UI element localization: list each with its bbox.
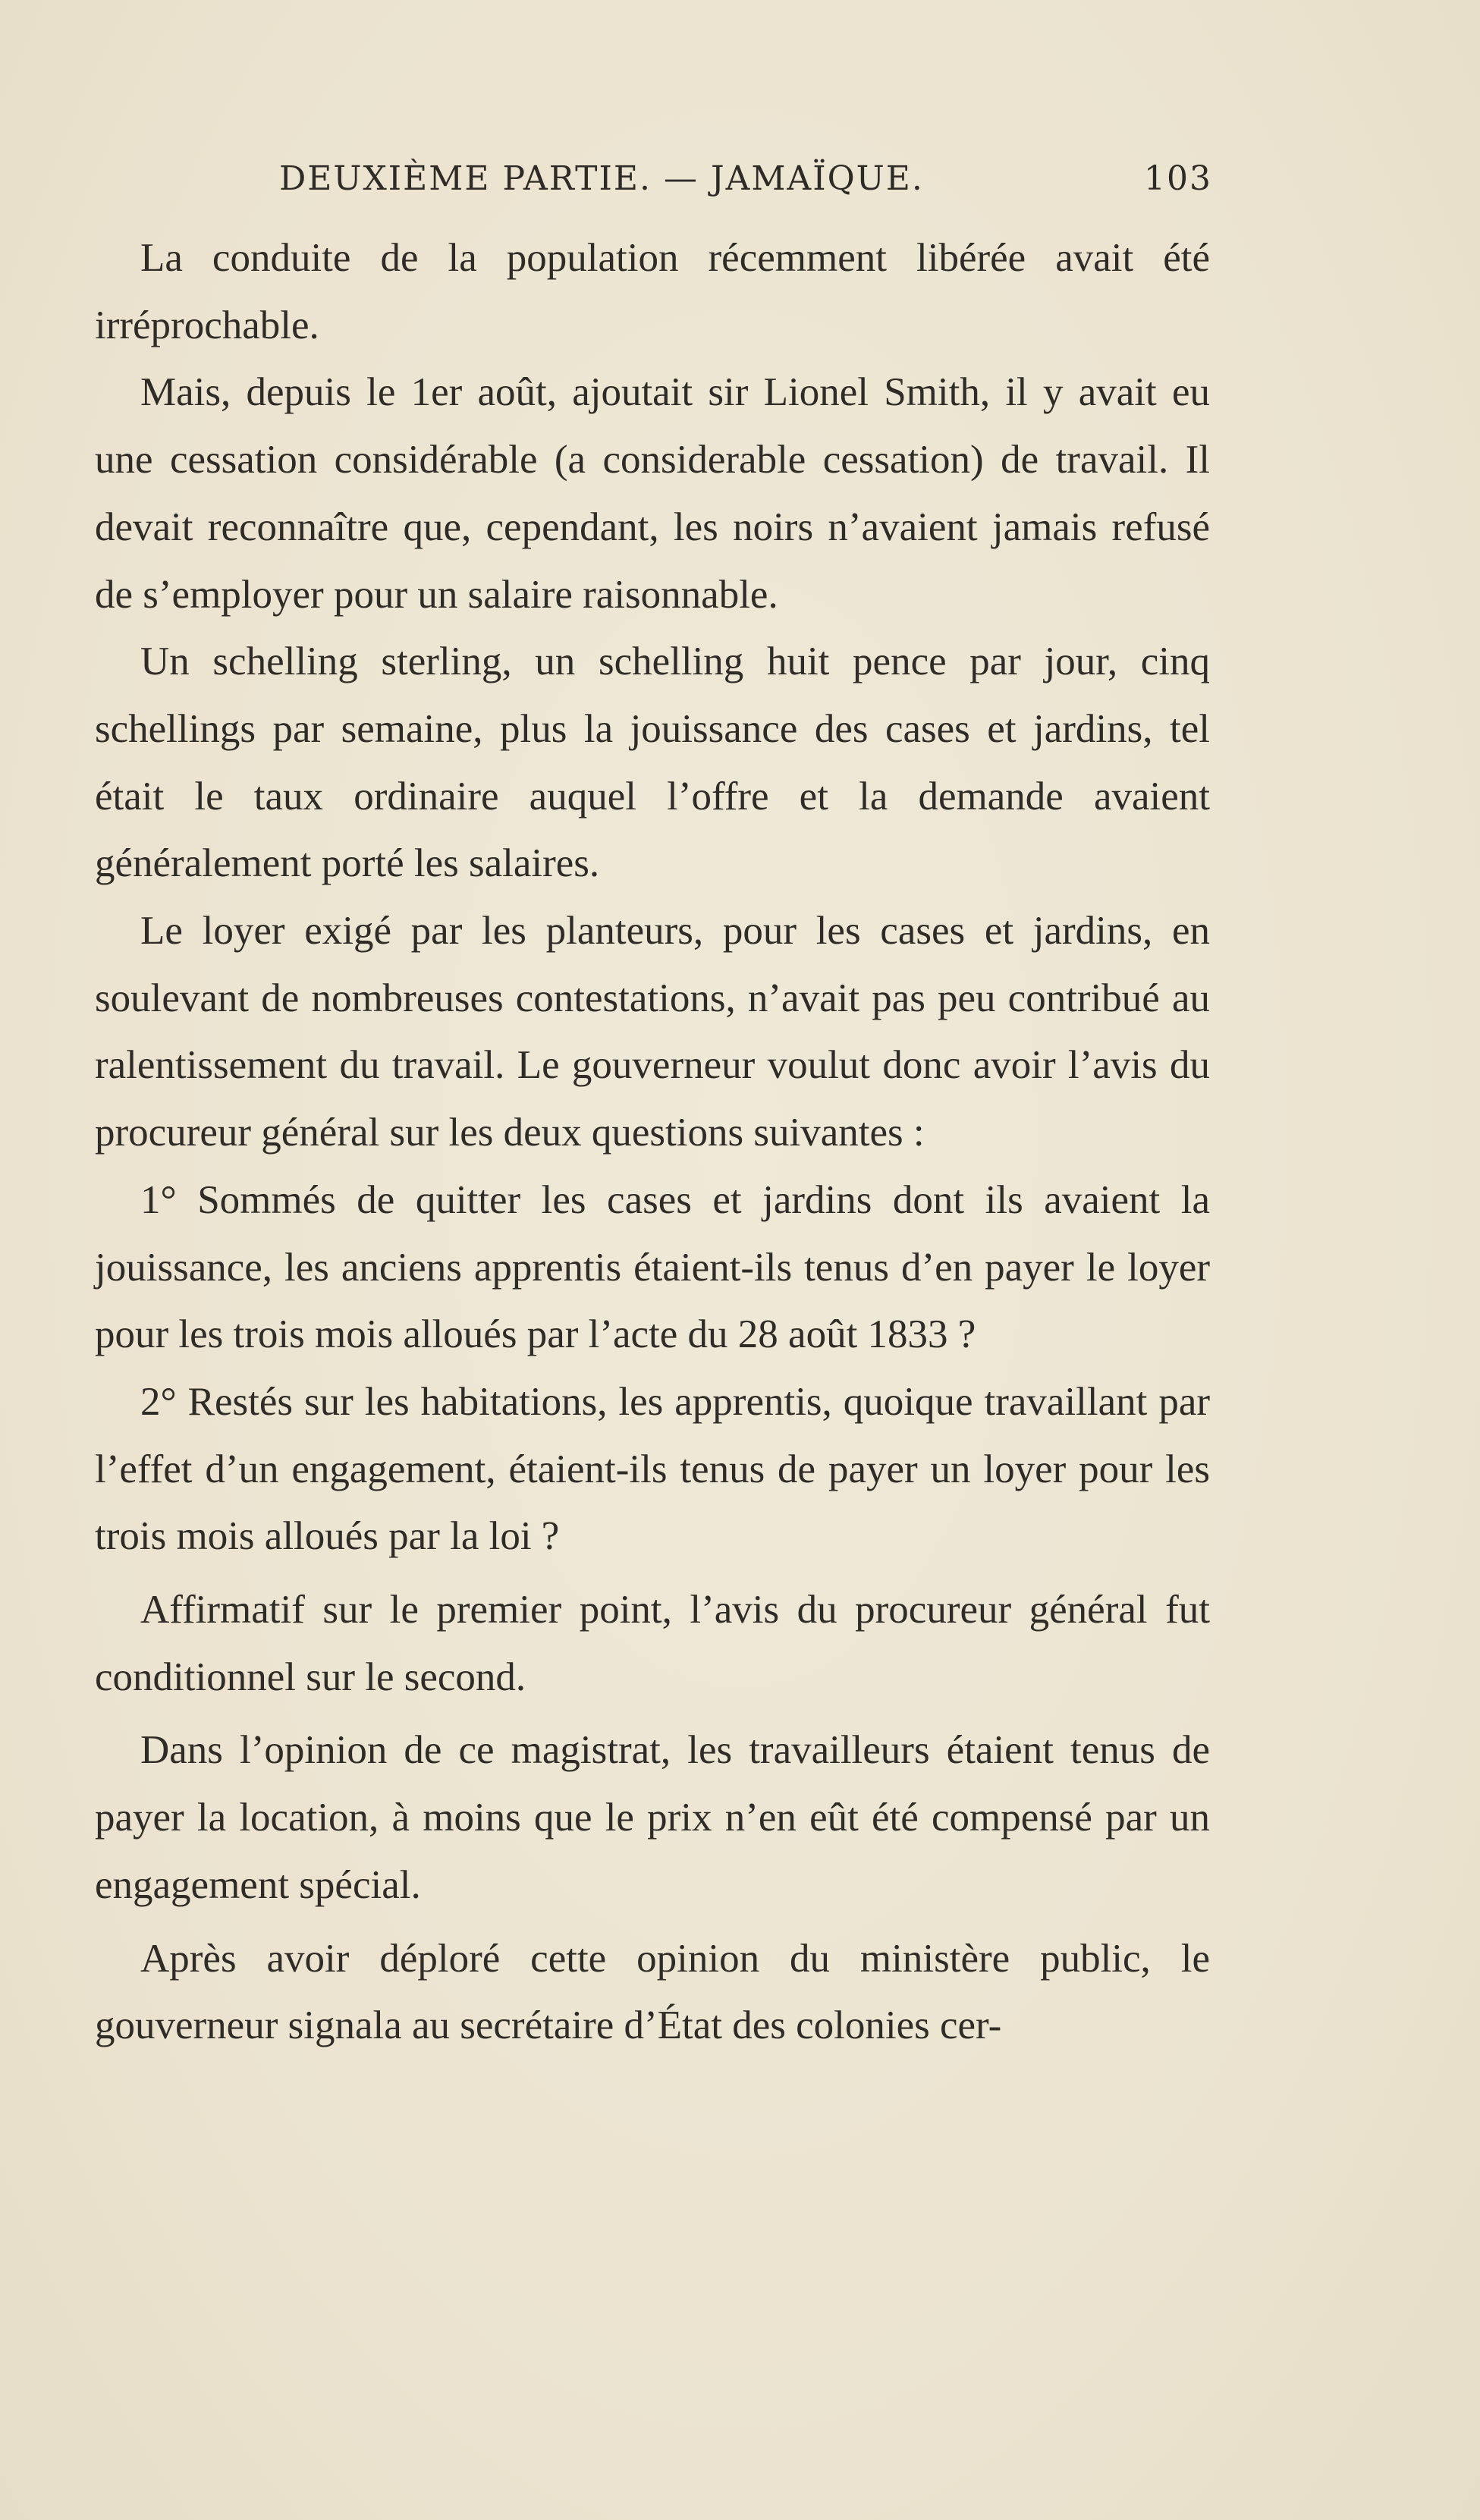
page-header — [135, 159, 1212, 212]
paragraph-4: Le loyer exigé par les planteurs, pour les cases et jardins, en soulevant de nombreuses contestations, n’avait pas peu contribué au ralentissement du travail. Le gouverneur voulut donc avoir l’avis du procureur général sur les deux questions suivantes : — [95, 909, 1210, 1155]
paragraph-2: Mais, depuis le 1er août, ajoutait sir Lionel Smith, il y avait eu une cessation considérable (a considerable cessation) de travail. Il devait reconnaître que, cependant, les noirs n’avaient jamais refusé de s’employer pour un salaire raisonnable. — [95, 370, 1210, 617]
paragraph-7: Affirmatif sur le premier point, l’avis du procureur général fut conditionnel sur le second. — [95, 1588, 1210, 1699]
body-text — [95, 225, 1210, 2060]
running-title: DEUXIÈME PARTIE. — JAMAÏQUE. — [279, 159, 924, 198]
paragraph-5: 1° Sommés de quitter les cases et jardins dont ils avaient la jouissance, les anciens apprentis étaient-ils tenus d’en payer le loyer pour les trois mois alloués par l’acte du 28 août 1833 ? — [95, 1177, 1210, 1357]
paragraph-8: Dans l’opinion de ce magistrat, les travailleurs étaient tenus de payer la location, à moins que le prix n’en eût été compensé par un engagement spécial. — [95, 1728, 1210, 1907]
paragraph-3: Un schelling sterling, un schelling huit pence par jour, cinq schellings par semaine, plus la jouissance des cases et jardins, tel était le taux ordinaire auquel l’offre et la demande avaient généralement porté les salaires. — [95, 639, 1210, 886]
page-number: 103 — [1144, 159, 1212, 198]
paragraph-6: 2° Restés sur les habitations, les apprentis, quoique travaillant par l’effet d’un engagement, étaient-ils tenus de payer un loyer pour les trois mois alloués par la loi ? — [95, 1379, 1210, 1559]
paragraph-9: Après avoir déploré cette opinion du ministère public, le gouverneur signala au secrétaire d’État des colonies cer- — [95, 1936, 1210, 2048]
paragraph-1: La conduite de la population récemment libérée avait été irréprochable. — [95, 236, 1210, 347]
